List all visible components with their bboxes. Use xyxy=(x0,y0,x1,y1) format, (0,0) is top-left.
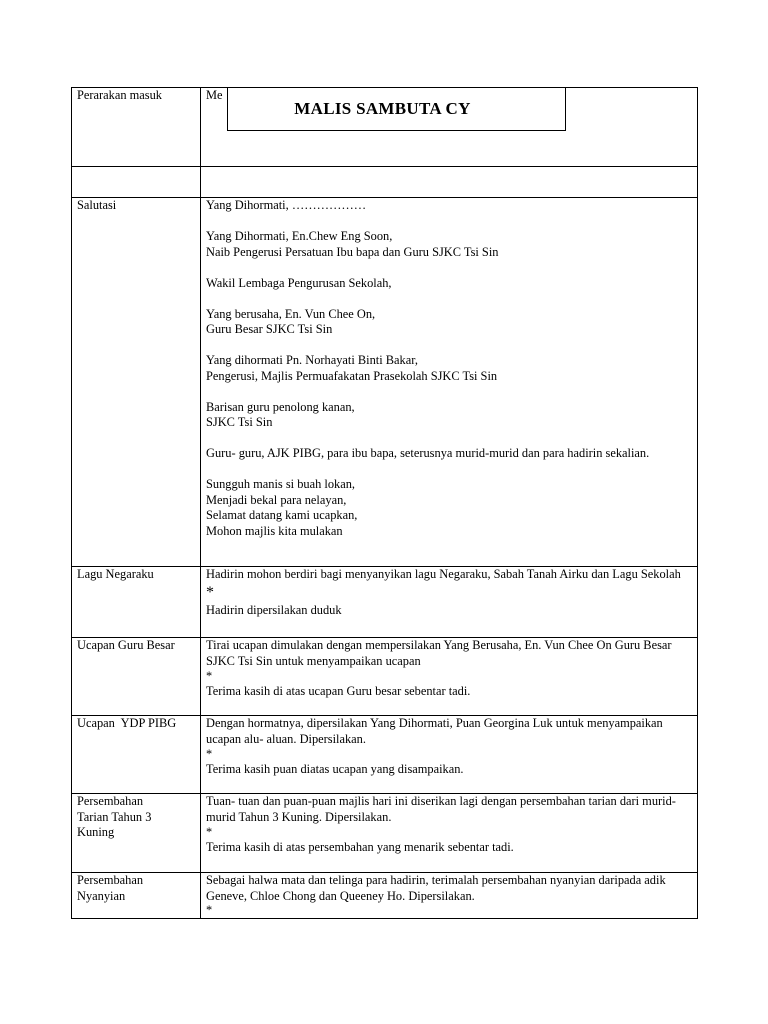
label-text: Ucapan Guru Besar xyxy=(77,638,175,652)
document-title: MALIS SAMBUTA CY xyxy=(294,99,471,118)
content-text: Hadirin mohon berdiri bagi menyanyikan lagu Negaraku, Sabah Tanah Airku dan Lagu Sekolah xyxy=(206,567,681,581)
asterisk-marker: * xyxy=(206,825,213,839)
pantun-line: Selamat datang kami ucapkan, xyxy=(206,508,358,522)
program-table xyxy=(71,87,698,919)
pantun-line: Sungguh manis si buah lokan, xyxy=(206,477,356,491)
label-text: Ucapan YDP PIBG xyxy=(77,716,177,730)
salutation-line: Wakil Lembaga Pengurusan Sekolah, xyxy=(206,275,392,290)
content-text: Terima kasih di atas persembahan yang menarik sebentar tadi. xyxy=(206,840,514,854)
asterisk-marker: * xyxy=(206,903,213,917)
row-label xyxy=(72,873,201,919)
row-label xyxy=(72,567,201,638)
content-text: Sebagai halwa mata dan telinga para hadirin, terimalah persembahan nyanyian daripada adik Geneve, Chloe Chong dan Queeney Ho. Dipersilakan. xyxy=(206,873,666,903)
row-content xyxy=(201,794,698,873)
pantun-line: Menjadi bekal para nelayan, xyxy=(206,492,347,507)
content-text: Tuan- tuan dan puan-puan majlis hari ini diserikan lagi dengan persembahan tarian dari murid- murid Tahun 3 Kuning. Dipersilakan. xyxy=(206,794,676,824)
label-text: Perarakan masuk xyxy=(77,88,162,102)
table-row xyxy=(72,873,698,919)
table-row xyxy=(72,716,698,794)
row-label xyxy=(72,638,201,716)
table-row xyxy=(72,198,698,567)
label-text: Persembahan Tarian Tahun 3 Kuning xyxy=(77,794,152,839)
salutation-line: Pengerusi, Majlis Permuafakatan Prasekolah SJKC Tsi Sin xyxy=(206,368,498,383)
table-row xyxy=(72,167,698,198)
title-box xyxy=(227,87,566,131)
label-text: Persembahan Nyanyian xyxy=(77,873,144,903)
content-text: Dengan hormatnya, dipersilakan Yang Dihormati, Puan Georgina Luk untuk menyampaikan ucapan alu- aluan. Dipersilakan. xyxy=(206,716,663,746)
salutation-line: Barisan guru penolong kanan, xyxy=(206,399,355,414)
salutation-line: Yang Dihormati, En.Chew Eng Soon, xyxy=(206,229,393,243)
table-row xyxy=(72,567,698,638)
row-content xyxy=(201,198,698,567)
content-text: Terima kasih di atas ucapan Guru besar sebentar tadi. xyxy=(206,684,471,698)
salutation-line: Naib Pengerusi Persatuan Ibu bapa dan Guru SJKC Tsi Sin xyxy=(206,244,499,259)
row-label xyxy=(72,198,201,567)
salutation-line: Guru Besar SJKC Tsi Sin xyxy=(206,322,333,336)
salutation-line: Yang berusaha, En. Vun Chee On, xyxy=(206,306,376,321)
salutation-line: Guru- guru, AJK PIBG, para ibu bapa, seterusnya murid-murid dan para hadirin sekalian. xyxy=(206,446,650,460)
row-label xyxy=(72,794,201,873)
asterisk-marker: * xyxy=(206,669,213,683)
pantun-line: Mohon majlis kita mulakan xyxy=(206,523,343,538)
cut-off-text: Me xyxy=(206,88,223,102)
content-text: Terima kasih puan diatas ucapan yang disampaikan. xyxy=(206,762,464,776)
label-text: Lagu Negaraku xyxy=(77,567,154,581)
content-text: Tirai ucapan dimulakan dengan mempersilakan Yang Berusaha, En. Vun Chee On Guru Besar SJKC Tsi Sin untuk menyampaikan ucapan xyxy=(206,638,672,668)
row-label xyxy=(72,88,201,167)
label-text: Salutasi xyxy=(77,198,117,212)
salutation-line: Yang dihormati Pn. Norhayati Binti Bakar, xyxy=(206,353,418,367)
row-content xyxy=(201,167,698,198)
row-content xyxy=(201,873,698,919)
row-label xyxy=(72,716,201,794)
asterisk-marker: * xyxy=(206,583,214,601)
table-row xyxy=(72,794,698,873)
table-row xyxy=(72,638,698,716)
row-content xyxy=(201,638,698,716)
row-content xyxy=(201,716,698,794)
asterisk-marker: * xyxy=(206,747,213,761)
row-label xyxy=(72,167,201,198)
content-text: Hadirin dipersilakan duduk xyxy=(206,602,342,617)
salutation-line: SJKC Tsi Sin xyxy=(206,415,273,429)
row-content xyxy=(201,567,698,638)
salutation-line: Yang Dihormati, ……………… xyxy=(206,198,367,212)
